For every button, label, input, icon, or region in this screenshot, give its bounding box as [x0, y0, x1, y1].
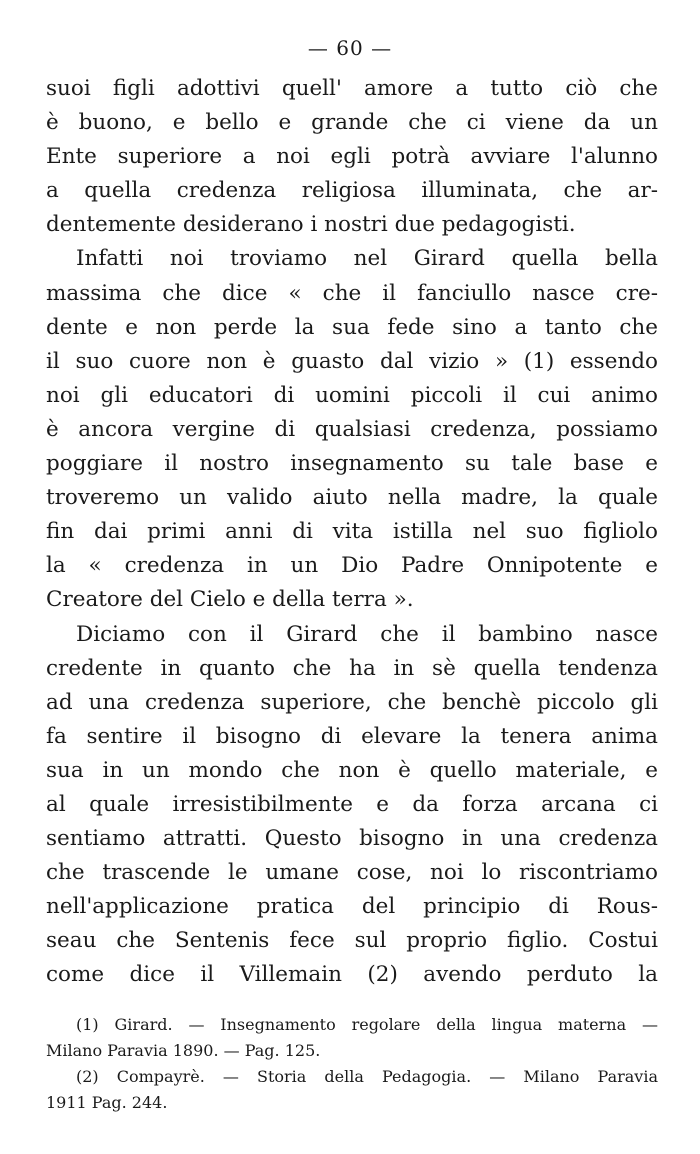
footnote-line: 1911 Pag. 244. — [46, 1093, 168, 1112]
text-line: fa sentire il bisogno di elevare la tenera anima — [46, 723, 658, 749]
text-line: credente in quanto che ha in sè quella tendenza — [46, 655, 658, 681]
text-line: è buono, e bello e grande che ci viene da un — [46, 110, 658, 136]
text-line: Diciamo con il Girard che il bambino nasce — [76, 621, 658, 647]
text-line: massima che dice « che il fanciullo nasce cre- — [46, 280, 658, 306]
text-line: ad una credenza superiore, che benchè piccolo gli — [46, 689, 658, 715]
text-line: dente e non perde la sua fede sino a tanto che — [46, 314, 658, 340]
text-line: troveremo un valido aiuto nella madre, la quale — [46, 485, 658, 511]
text-line: Infatti noi troviamo nel Girard quella bella — [76, 246, 658, 272]
text-line: seau che Sentenis fece sul proprio figlio. Costui — [46, 928, 658, 954]
text-line: dentemente desiderano i nostri due pedagogisti. — [46, 212, 576, 238]
body-text — [46, 72, 658, 993]
footnote-line: Milano Paravia 1890. — Pag. 125. — [46, 1041, 321, 1060]
text-line: al quale irresistibilmente e da forza arcana ci — [46, 791, 658, 817]
text-line: noi gli educatori di uomini piccoli il cui animo — [46, 382, 658, 408]
text-line: come dice il Villemain (2) avendo perduto la — [46, 962, 658, 988]
page-number: — 60 — — [307, 36, 393, 60]
text-line: Creatore del Cielo e della terra ». — [46, 587, 414, 613]
text-line: che trascende le umane cose, noi lo riscontriamo — [46, 860, 658, 886]
text-line: nell'applicazione pratica del principio di Rous- — [46, 894, 658, 920]
text-line: sua in un mondo che non è quello materiale, e — [46, 757, 658, 783]
text-line: a quella credenza religiosa illuminata, che ar- — [46, 178, 658, 204]
text-line: Ente superiore a noi egli potrà avviare l'alunno — [46, 144, 658, 170]
text-line: il suo cuore non è guasto dal vizio » (1) essendo — [46, 348, 658, 374]
footnotes — [46, 1012, 658, 1116]
text-line: poggiare il nostro insegnamento su tale base e — [46, 451, 658, 477]
text-line: suoi figli adottivi quell' amore a tutto ciò che — [46, 76, 658, 101]
text-line: sentiamo attratti. Questo bisogno in una credenza — [46, 826, 658, 852]
text-line: è ancora vergine di qualsiasi credenza, possiamo — [46, 416, 658, 442]
text-line: fin dai primi anni di vita istilla nel suo figliolo — [46, 519, 658, 545]
footnote-line: (2) Compayrè. — Storia della Pedagogia. — Milano Paravia — [76, 1067, 658, 1086]
text-line: la « credenza in un Dio Padre Onnipotente e — [46, 553, 658, 579]
footnote-line: (1) Girard. — Insegnamento regolare della lingua materna — — [76, 1015, 658, 1034]
